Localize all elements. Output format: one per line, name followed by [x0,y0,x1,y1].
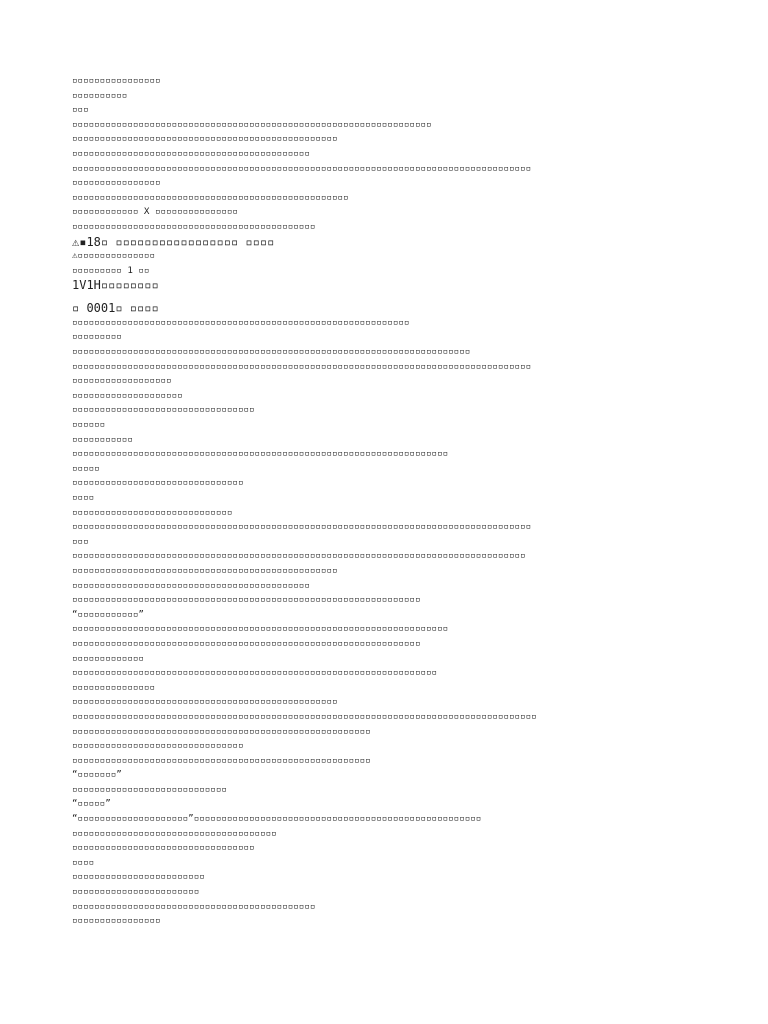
text-line: ▫▫▫▫▫▫▫▫▫▫▫▫▫▫▫▫▫▫▫▫▫▫▫▫▫▫▫▫▫▫▫▫▫ [72,842,255,854]
text-line: ▫▫▫▫▫▫▫▫▫▫▫▫▫▫▫▫ [72,177,161,189]
text-line: ▫▫▫▫▫▫▫▫▫▫▫▫▫▫▫▫▫▫▫▫▫▫▫▫▫▫▫▫▫▫▫▫▫▫▫▫▫▫▫▫▫▫▫▫▫▫▫▫▫▫▫▫▫▫▫▫▫▫▫▫▫▫▫▫▫▫▫▫▫▫▫▫▫▫▫▫▫▫▫▫▫▫▫▫ [72,710,537,722]
text-line: ▫▫▫▫▫▫▫▫▫▫▫▫▫▫▫▫▫▫▫▫▫▫▫▫▫▫▫▫▫▫▫ [72,740,244,752]
text-line: ▫▫▫▫▫▫▫▫▫▫▫▫▫▫▫▫▫▫▫▫▫▫▫▫▫▫▫▫▫▫▫▫▫▫▫▫▫▫▫▫▫▫▫▫▫▫▫▫▫▫▫▫▫▫▫▫▫▫▫▫▫▫▫▫▫▫ [72,667,438,679]
text-line: ▫▫▫▫▫▫▫▫▫▫▫▫▫▫▫▫▫▫▫▫▫▫▫▫▫▫▫▫▫▫▫▫▫▫▫▫▫ [72,827,277,839]
text-line: ▫▫▫▫▫▫▫▫▫▫▫▫▫▫▫▫▫▫▫▫▫▫▫▫▫▫▫▫▫▫▫▫▫▫▫▫▫▫▫▫▫▫▫ [72,147,310,159]
text-line: ▫▫▫▫▫▫▫▫▫▫▫▫▫▫▫▫▫▫▫▫▫▫▫▫▫▫▫▫▫▫▫▫▫▫▫▫▫▫▫▫▫▫▫▫▫▫▫▫ [72,564,338,576]
document-page [72,74,722,929]
text-line: ▫▫▫▫▫▫▫▫▫▫▫▫▫▫▫▫ [72,75,161,86]
text-line: ▫▫▫▫▫▫▫▫▫▫▫▫▫▫▫▫▫▫▫▫▫▫▫▫▫▫▫▫▫▫▫▫▫▫▫▫▫▫▫▫▫▫▫▫▫▫▫▫ [72,696,338,708]
text-line: ▫▫▫▫▫▫▫▫▫▫▫▫▫▫▫▫▫▫▫▫▫▫▫▫▫▫▫▫▫▫▫▫▫▫▫▫▫▫▫▫▫▫▫▫▫▫▫▫▫▫▫▫▫▫▫▫▫▫▫▫▫▫▫ [72,594,421,606]
text-line: ▫▫▫▫▫▫▫▫▫▫▫▫▫▫▫▫▫▫▫▫▫▫▫▫▫▫▫▫▫▫▫ [72,477,244,489]
text-line: ▫▫▫▫ [72,856,95,868]
text-line: ▫▫▫▫▫▫▫▫▫▫▫▫▫▫▫▫▫▫▫▫▫▫▫▫▫▫▫▫▫▫▫▫▫▫▫▫▫▫▫▫▫▫▫▫▫▫▫▫▫▫▫▫▫▫▫▫▫▫▫▫▫▫▫▫▫ [72,118,432,130]
quote-line: “▫▫▫▫▫” [72,798,111,810]
text-line: ▫▫▫▫▫ [72,462,100,474]
text-line: ▫▫▫▫▫▫▫▫▫▫▫▫▫▫▫▫▫▫▫▫ [72,389,183,401]
text-line: ▫▫▫▫▫▫▫▫▫▫▫▫▫▫▫▫▫▫▫▫▫▫▫▫▫▫▫▫▫▫▫▫▫▫▫▫▫▫▫▫▫▫▫▫▫▫▫▫▫▫▫▫▫▫▫▫▫▫▫▫▫▫▫▫▫▫▫▫▫▫▫▫▫▫▫▫▫▫▫▫▫▫▫ [72,360,532,372]
section-heading: ▫ 0001▫ ▫▫▫▫ [72,301,159,316]
text-line: ▫▫▫▫▫▫▫▫▫▫▫▫▫▫▫▫▫▫▫▫▫▫▫▫▫▫▫▫▫▫▫▫▫▫▫▫▫▫▫▫▫▫▫▫▫▫▫▫▫▫▫▫▫▫▫▫▫▫▫▫▫▫▫▫▫▫▫▫▫▫▫▫▫▫▫▫▫▫▫▫▫▫ [72,550,526,562]
text-line: ▫▫▫▫▫▫▫▫▫▫▫▫▫▫▫▫▫▫▫▫▫▫▫▫▫▫▫▫▫▫▫▫▫▫▫▫▫▫▫▫▫▫▫▫▫▫▫▫▫▫▫▫▫▫▫▫▫▫▫▫▫▫▫▫▫▫▫▫ [72,623,449,635]
text-line: ▫▫▫▫▫▫▫▫▫▫▫▫▫▫▫▫▫▫▫▫▫▫▫▫ [72,871,205,883]
quote-line: “▫▫▫▫▫▫▫▫▫▫▫” [72,608,144,620]
blank-line [72,293,722,301]
text-line: ▫▫▫▫▫▫▫▫▫▫▫▫▫ [72,652,144,664]
text-line: ▫▫▫▫▫▫▫▫▫▫▫▫▫▫▫▫▫▫▫▫▫▫▫▫▫▫▫▫▫▫▫▫▫▫▫▫▫▫▫▫▫▫▫▫▫▫▫▫▫▫▫▫▫▫▫▫▫▫▫▫▫▫▫▫▫▫▫▫ [72,448,449,460]
warning-line: ⚠▫▫▫▫▫▫▫▫▫▫▫▫▫▫ [72,250,155,262]
text-line: ▫▫▫▫▫▫▫▫▫▫▫▫▫▫▫▫▫▫▫▫▫▫▫▫▫▫▫▫▫▫▫▫▫▫▫▫▫▫▫▫▫▫▫▫▫▫▫▫▫▫▫▫▫▫▫▫▫▫▫▫▫ [72,316,410,328]
text-line: ▫▫▫▫▫▫▫▫▫ [72,331,122,343]
text-line: ▫▫▫▫▫▫▫▫▫▫▫▫▫▫▫▫▫▫▫▫▫▫▫▫▫▫▫▫▫▫▫▫▫▫▫▫▫▫▫▫▫▫▫▫▫▫▫▫▫▫▫▫▫▫▫▫▫▫▫▫▫▫▫▫▫▫▫▫▫▫▫▫ [72,346,471,358]
code-line: 1V1H▫▫▫▫▫▫▫▫ [72,278,159,293]
text-line: ▫▫▫▫▫▫▫▫▫▫▫▫▫▫▫▫▫▫▫▫▫▫▫ [72,886,200,898]
text-line: ▫▫▫▫▫▫▫▫▫▫▫▫▫▫▫▫▫▫▫▫▫▫▫▫▫▫▫▫▫▫▫▫▫▫▫▫▫▫▫▫▫▫▫ [72,579,310,591]
text-line: ▫▫▫▫▫▫▫▫▫▫▫▫▫▫▫▫▫▫▫▫▫▫▫▫▫▫▫▫▫▫▫▫▫▫▫▫▫▫▫▫▫▫▫▫▫▫▫▫▫▫▫▫▫▫▫▫▫▫▫▫▫▫▫▫▫▫▫▫▫▫▫▫▫▫▫▫▫▫▫▫▫▫▫ [72,162,532,174]
text-line: ▫▫▫▫▫▫▫▫▫▫▫▫▫▫▫▫▫▫▫▫▫▫▫▫▫▫▫▫▫▫▫▫▫ [72,404,255,416]
text-line: ▫▫▫▫▫▫▫▫▫▫ [72,89,128,101]
text-line: ▫▫▫▫▫▫▫▫▫▫▫▫ X ▫▫▫▫▫▫▫▫▫▫▫▫▫▫▫ [72,206,238,218]
text-line: ▫▫▫▫▫▫▫▫▫▫▫▫▫▫▫▫▫▫▫▫▫▫▫▫▫▫▫▫▫▫▫▫▫▫▫▫▫▫▫▫▫▫▫▫▫▫▫▫▫▫▫▫▫▫ [72,754,371,766]
text-line: ▫▫▫▫▫▫▫▫▫▫▫▫▫▫▫▫▫▫▫▫▫▫▫▫▫▫▫▫ [72,783,227,795]
text-line: ▫▫▫▫▫▫▫▫▫▫▫▫▫▫▫▫▫▫▫▫▫▫▫▫▫▫▫▫▫▫▫▫▫▫▫▫▫▫▫▫▫▫▫▫▫▫▫▫▫▫▫▫▫▫▫▫▫▫▫▫▫▫▫▫▫▫▫▫▫▫▫▫▫▫▫▫▫▫▫▫▫▫▫ [72,521,532,533]
quote-line: “▫▫▫▫▫▫▫▫▫▫▫▫▫▫▫▫▫▫▫▫”▫▫▫▫▫▫▫▫▫▫▫▫▫▫▫▫▫▫▫▫▫▫▫▫▫▫▫▫▫▫▫▫▫▫▫▫▫▫▫▫▫▫▫▫▫▫▫▫▫▫▫▫ [72,813,482,825]
text-line: ▫▫▫▫▫▫▫▫▫▫▫▫▫▫▫▫▫▫▫▫▫▫▫▫▫▫▫▫▫▫▫▫▫▫▫▫▫▫▫▫▫▫▫▫▫▫▫▫▫▫▫▫▫▫ [72,725,371,737]
text-line: ▫▫▫▫▫▫▫▫▫▫▫▫▫▫▫▫▫▫ [72,375,172,387]
text-line: ▫▫▫▫ [72,492,95,504]
text-line: ▫▫▫▫▫▫▫▫▫▫▫▫▫▫▫▫▫▫▫▫▫▫▫▫▫▫▫▫▫▫▫▫▫▫▫▫▫▫▫▫▫▫▫▫▫▫▫▫ [72,133,338,145]
text-line: ▫▫▫ [72,535,89,547]
quote-line: “▫▫▫▫▫▫▫” [72,769,122,781]
text-line: ▫▫▫▫▫▫▫▫▫▫▫▫▫▫▫▫▫▫▫▫▫▫▫▫▫▫▫▫▫ [72,506,233,518]
text-line: ▫▫▫ [72,104,89,116]
text-line: ▫▫▫▫▫▫▫▫▫▫▫▫▫▫▫▫▫▫▫▫▫▫▫▫▫▫▫▫▫▫▫▫▫▫▫▫▫▫▫▫▫▫▫▫▫▫▫▫▫▫ [72,191,349,203]
text-line: ▫▫▫▫▫▫▫▫▫▫▫▫▫▫▫▫▫▫▫▫▫▫▫▫▫▫▫▫▫▫▫▫▫▫▫▫▫▫▫▫▫▫▫▫ [72,220,316,232]
text-line: ▫▫▫▫▫▫▫▫▫▫▫ [72,433,133,445]
warning-line: ⚠▪18▫ ▫▫▫▫▫▫▫▫▫▫▫▫▫▫▫▫▫ ▫▫▫▫ [72,234,275,249]
text-line: ▫▫▫▫▫▫▫▫▫ 1 ▫▫ [72,264,150,276]
text-line: ▫▫▫▫▫▫▫▫▫▫▫▫▫▫▫▫▫▫▫▫▫▫▫▫▫▫▫▫▫▫▫▫▫▫▫▫▫▫▫▫▫▫▫▫▫▫▫▫▫▫▫▫▫▫▫▫▫▫▫▫▫▫▫ [72,637,421,649]
text-line: ▫▫▫▫▫▫▫▫▫▫▫▫▫▫▫▫ [72,915,161,927]
text-line: ▫▫▫▫▫▫▫▫▫▫▫▫▫▫▫ [72,681,155,693]
text-line: ▫▫▫▫▫▫▫▫▫▫▫▫▫▫▫▫▫▫▫▫▫▫▫▫▫▫▫▫▫▫▫▫▫▫▫▫▫▫▫▫▫▫▫▫ [72,900,316,912]
text-line: ▫▫▫▫▫▫ [72,419,106,431]
